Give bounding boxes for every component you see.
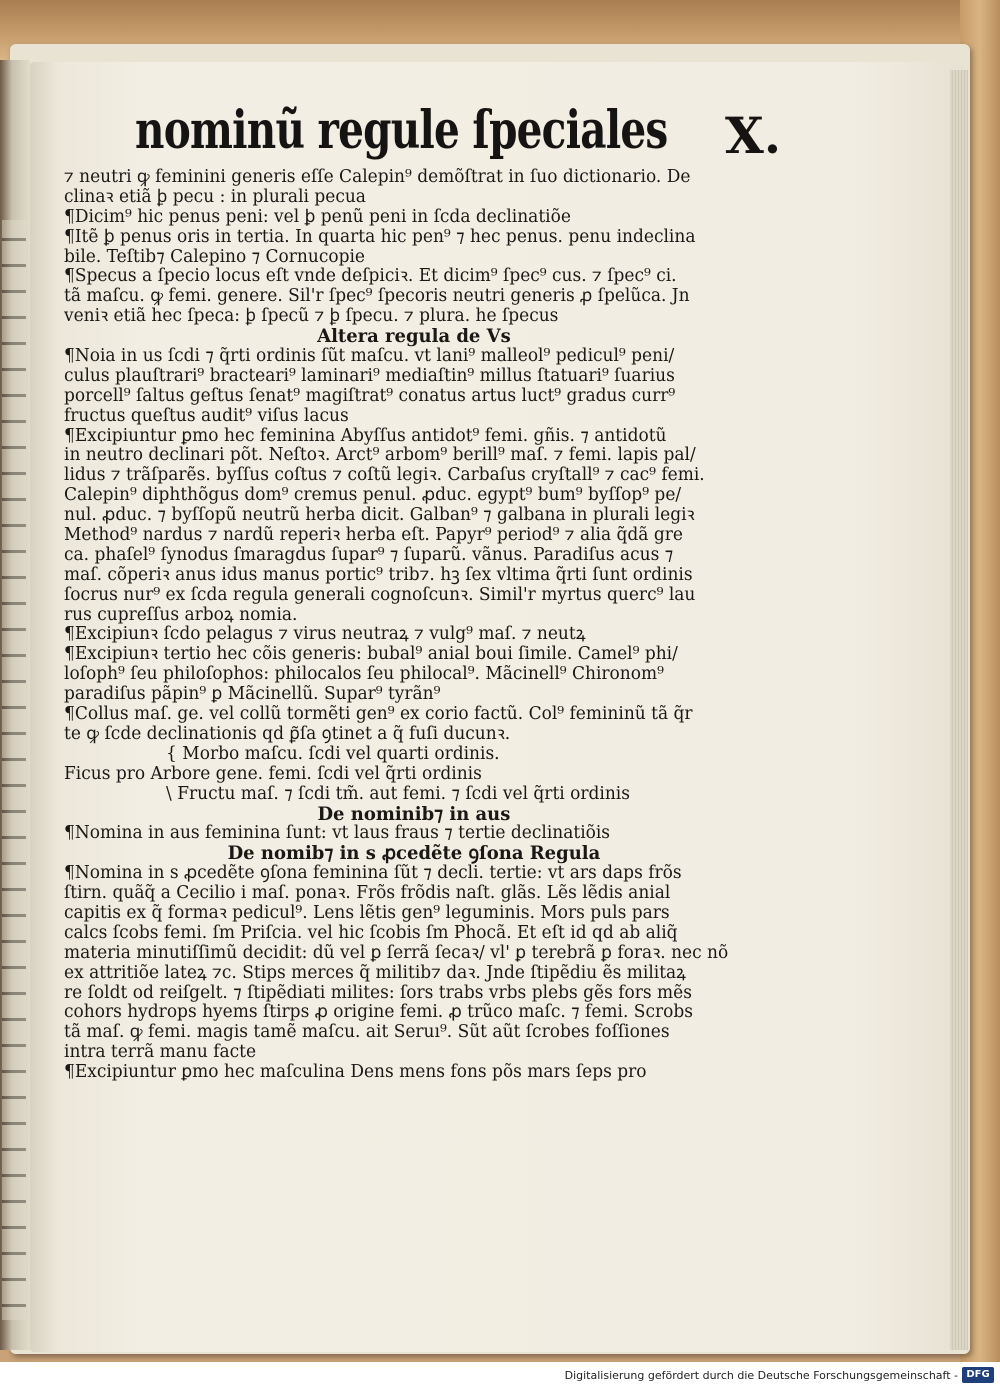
page-header	[135, 100, 795, 170]
text-line: Method⁹ nardus ⁊ nardũ reperiꝛ herba eſt. Papyr⁹ period⁹ ⁊ alia q̃dã gre	[64, 525, 683, 546]
text-line: Calepin⁹ diphthõgus dom⁹ cremus penul. ꝓduc. egypt⁹ bum⁹ byſſop⁹ pe/	[64, 485, 682, 506]
page-edge	[950, 70, 968, 1350]
dfg-logo: DFG	[962, 1367, 994, 1383]
text-line: ¶Itẽ ꝧ penus oris in tertia. In quarta hic pen⁹ ⁊ hec penus. penu indeclina	[64, 226, 696, 247]
text-line: ex attritiõe lateꝝ ⁊c. Stips merces q̃ militib⁊ daꝛ. Jnde ſtipẽdiu ẽs militaꝝ	[64, 962, 687, 983]
text-line: tã maſ. ꝙ femi. magis tamẽ maſcu. ait Seruı⁹. Sũt aũt ſcrobes foſſiones	[64, 1022, 670, 1043]
text-line: bile. Teſtib⁊ Calepino ⁊ Cornucopie	[64, 246, 365, 267]
text-line: ¶Excipiunꝛ ſcdo pelagus ⁊ virus neutraꝝ ⁊ vulg⁹ maſ. ⁊ neutꝝ	[64, 624, 586, 645]
text-line: ⁊ neutri ꝙ feminini generis eſſe Calepin⁹ demõſtrat in ſuo dictionario. De	[64, 167, 691, 187]
text-line: loſoph⁹ ſeu philoſophos: philocalos ſeu philocal⁹. Mãcinell⁹ Chironom⁹	[64, 664, 664, 685]
text-line: fructus queſtus audit⁹ viſus lacus	[64, 405, 349, 426]
text-line: { Morbo maſcu. ſcdi vel quarti ordinis.	[166, 743, 500, 764]
text-line: maſ. cõperiꝛ anus idus manus portic⁹ trib⁊. hꝫ ſex vltima q̃rti ſunt ordinis	[64, 564, 693, 585]
text-block	[64, 168, 784, 1083]
text-line: ¶Excipiuntur ꝑmo hec maſculina Dens mens fons põs mars ſeps pro	[64, 1062, 647, 1083]
text-line: ¶Nomina in aus feminina ſunt: vt laus fraus ⁊ tertie declinatiõis	[64, 823, 611, 844]
text-line: capitis ex q̃ formaꝛ pedicul⁹. Lens lẽtis gen⁹ leguminis. Mors puls pars	[64, 902, 670, 923]
section-heading: De nomib⁊ in s ꝓcedẽte ꝯſona Regula	[227, 843, 601, 865]
funding-credit: Digitalisierung gefördert durch die Deutsche Forschungsgemeinschaft -	[564, 1369, 958, 1382]
text-line: ¶Nomina in s ꝓcedẽte ꝯſona feminina ſũt ⁊ decli. tertie: vt ars daps frõs	[64, 863, 682, 884]
text-line: materia minutiſſimũ decidit: dũ vel ꝑ ſerrã ſecaꝛ/ vl' ꝑ terebrã ꝑ foraꝛ. nec nõ	[64, 942, 729, 963]
text-line: \ Fructu maſ. ⁊ ſcdi tm̃. aut femi. ⁊ ſcdi vel q̃rti ordinis	[166, 783, 630, 804]
text-line: paradiſus pãpin⁹ ꝑ Mãcinellũ. Supar⁹ tyrãn⁹	[64, 684, 441, 705]
text-line: Ficus pro Arbore gene. femi. ſcdi vel q̃rti ordinis	[64, 763, 482, 784]
text-line: culus plauſtrari⁹ bracteari⁹ laminari⁹ mediaſtin⁹ millus ſtatuari⁹ ſuarius	[64, 365, 675, 386]
folio-number: X.	[725, 106, 782, 165]
text-line: calcs ſcobs femi. ſm Priſcia. vel hic ſcobis ſm Phocã. Et eſt id qd ab aliq̃	[64, 922, 678, 943]
text-line: in neutro declinari põt. Neſtoꝛ. Arct⁹ arbom⁹ berill⁹ maſ. ⁊ femi. lapis pal/	[64, 445, 696, 466]
text-line: ¶Collus maſ. ge. vel collũ tormẽti gen⁹ ex corio factũ. Col⁹ femininũ tã q̃r	[64, 704, 693, 725]
text-line: veniꝛ etiã hec ſpeca: ꝧ ſpecũ ⁊ ꝧ ſpecu. ⁊ plura. he ſpecus	[64, 306, 559, 327]
text-line: rus cupreſſus arboꝝ nomia.	[64, 604, 298, 625]
text-line: intra terrã manu facte	[64, 1042, 257, 1063]
text-line: nul. ꝓduc. ⁊ byſſopũ neutrũ herba dicit. Galban⁹ ⁊ galbana in plurali legiꝛ	[64, 505, 695, 526]
text-line: tã maſcu. ꝙ femi. genere. Sil'r ſpec⁹ ſpecoris neutri generis ꝓ ſpelũca. Jn	[64, 286, 690, 307]
section-heading: Altera regula de Vs	[317, 326, 511, 348]
text-line: clinaꝛ etiã ꝧ pecu : in plurali pecua	[64, 186, 366, 207]
text-line: ca. phaſel⁹ ſynodus ſmaragdus ſupar⁹ ⁊ ſuparũ. vãnus. Paradiſus acus ⁊	[64, 544, 674, 565]
left-facing-page	[0, 60, 30, 1350]
text-line: ſocrus nur⁹ ex ſcda regula generali cognoſcunꝛ. Simil'r myrtus querc⁹ lau	[64, 584, 696, 605]
text-line: re ſoldt od reiſgelt. ⁊ ſtipẽdiati milites: ſors trabs vrbs plebs gẽs fors mẽs	[64, 982, 692, 1003]
text-line: ſtirn. quãq̃ a Cecilio i maſ. ponaꝛ. Frõs frõdis naſt. glãs. Lẽs lẽdis anial	[64, 883, 671, 904]
text-line: ¶Excipiuntur ꝑmo hec feminina Abyſſus antidot⁹ femi. gñis. ⁊ antidotũ	[64, 425, 667, 446]
text-line: cohors hydrops hyems ſtirps ꝓ origine femi. ꝓ trũco maſc. ⁊ femi. Scrobs	[64, 1002, 693, 1023]
text-line: te ꝙ ſcde declinationis qd ꝑ̃ſa ꝯtinet a q̃ fuſi ducunꝛ.	[64, 723, 511, 744]
text-line: ¶Specus a ſpecio locus eſt vnde deſpiciꝛ. Et dicim⁹ ſpec⁹ cus. ⁊ ſpec⁹ ci.	[64, 266, 677, 287]
left-page-text-fragment	[2, 220, 26, 1320]
text-line: ¶Dicim⁹ hic penus peni: vel ꝧ penũ peni in ſcda declinatiõe	[64, 206, 571, 227]
running-title: nominũ regule ſpeciales	[135, 100, 668, 161]
text-line: lidus ⁊ trãſparẽs. byſſus coſtus ⁊ coſtũ legiꝛ. Carbaſus cryſtall⁹ ⁊ cac⁹ femi.	[64, 465, 705, 486]
text-line: porcell⁹ ſaltus geſtus ſenat⁹ magiſtrat⁹ conatus artus luct⁹ gradus curr⁹	[64, 385, 676, 406]
section-heading: De nominib⁊ in aus	[317, 803, 511, 825]
footer-bar	[0, 1362, 1000, 1390]
text-line: ¶Noia in us ſcdi ⁊ q̃rti ordinis ſũt maſcu. vt lani⁹ malleol⁹ pedicul⁹ peni/	[64, 346, 675, 367]
text-line: ¶Excipiunꝛ tertio hec cõis generis: bubal⁹ anial boui ſimile. Camel⁹ phi/	[64, 644, 678, 665]
